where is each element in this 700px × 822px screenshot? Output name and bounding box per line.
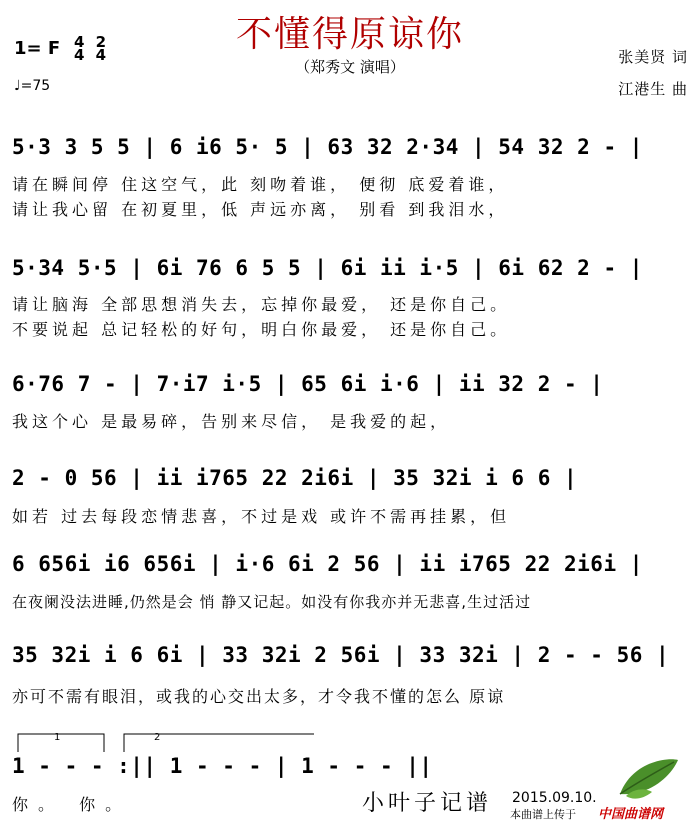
quarter-note-icon: ♩	[14, 78, 21, 94]
volta-second-label: 2	[154, 732, 161, 743]
lyric-line-3: 我这个心 是最易碎，告别来尽信， 是我爱的起，	[12, 412, 451, 431]
lyric-line-1a: 请在瞬间停 住这空气，此 刻吻着谁， 便彻 底爱着谁，	[12, 175, 509, 194]
notation-line-4: 2 - 0 56 | ii i765 22 2i6i | 35 32i i 6 6 |	[12, 466, 578, 490]
performer-subtitle: （郑秀文 演唱）	[295, 58, 405, 76]
transcriber-signature: 小叶子记谱	[362, 791, 493, 816]
key-signature: 1= F	[14, 38, 61, 59]
site-logo-text: 中国曲谱网	[598, 807, 664, 822]
tea-leaf-icon	[612, 752, 682, 802]
meter-bottom-2: 4	[95, 46, 107, 64]
time-signatures	[74, 33, 107, 64]
notation-line-1: 5·3 3 5 5 | 6 i6 5· 5 | 63 32 2·34 | 54 32 2 - |	[12, 135, 643, 159]
lyricist-credit: 张美贤 词	[618, 48, 688, 66]
lyric-line-7: 你。 你。	[12, 795, 132, 814]
lyric-line-5: 在夜阑没法进睡,仍然是会 悄 静又记起。如没有你我亦并无悲喜,生过活过	[12, 593, 532, 611]
volta-first-label: 1	[54, 732, 61, 743]
notation-line-5: 6 656i i6 656i | i·6 6i 2 56 | ii i765 22 2i6i |	[12, 552, 643, 576]
notation-line-6: 35 32i i 6 6i | 33 32i 2 56i | 33 32i | 2 - - 56 |	[12, 643, 670, 667]
notation-line-3: 6·76 7 - | 7·i7 i·5 | 65 6i i·6 | ii 32 2 - |	[12, 372, 604, 396]
tempo-marking	[14, 78, 50, 94]
meter-top-2: 2	[95, 33, 107, 51]
meter-top-1: 4	[74, 33, 85, 51]
lyric-line-2b: 不要说起 总记轻松的好句，明白你最爱， 还是你自己。	[12, 320, 511, 339]
lyric-line-4: 如若 过去每段恋情悲喜，不过是戏 或许不需再挂累，但	[12, 507, 511, 526]
song-title: 不懂得原谅你	[235, 14, 464, 55]
meter-bottom-1: 4	[74, 46, 85, 64]
lyric-line-6: 亦可不需有眼泪，或我的心交出太多，才令我不懂的怎么 原谅	[12, 687, 506, 706]
volta-brackets	[14, 732, 354, 772]
transcription-date: 2015.09.10.	[512, 790, 597, 806]
composer-credit: 江港生 曲	[618, 80, 688, 98]
lyric-line-1b: 请让我心留 在初夏里，低 声远亦离， 别看 到我泪水，	[12, 200, 509, 219]
tempo-value: =75	[20, 78, 51, 94]
notation-line-2: 5·34 5·5 | 6i 76 6 5 5 | 6i ii i·5 | 6i 62 2 - |	[12, 256, 643, 280]
lyric-line-2a: 请让脑海 全部思想消失去，忘掉你最爱， 还是你自己。	[12, 295, 511, 314]
notation-line-7: 1 - - - :|| 1 - - - | 1 - - - ||	[12, 754, 433, 778]
upload-note: 本曲谱上传于	[510, 808, 576, 821]
